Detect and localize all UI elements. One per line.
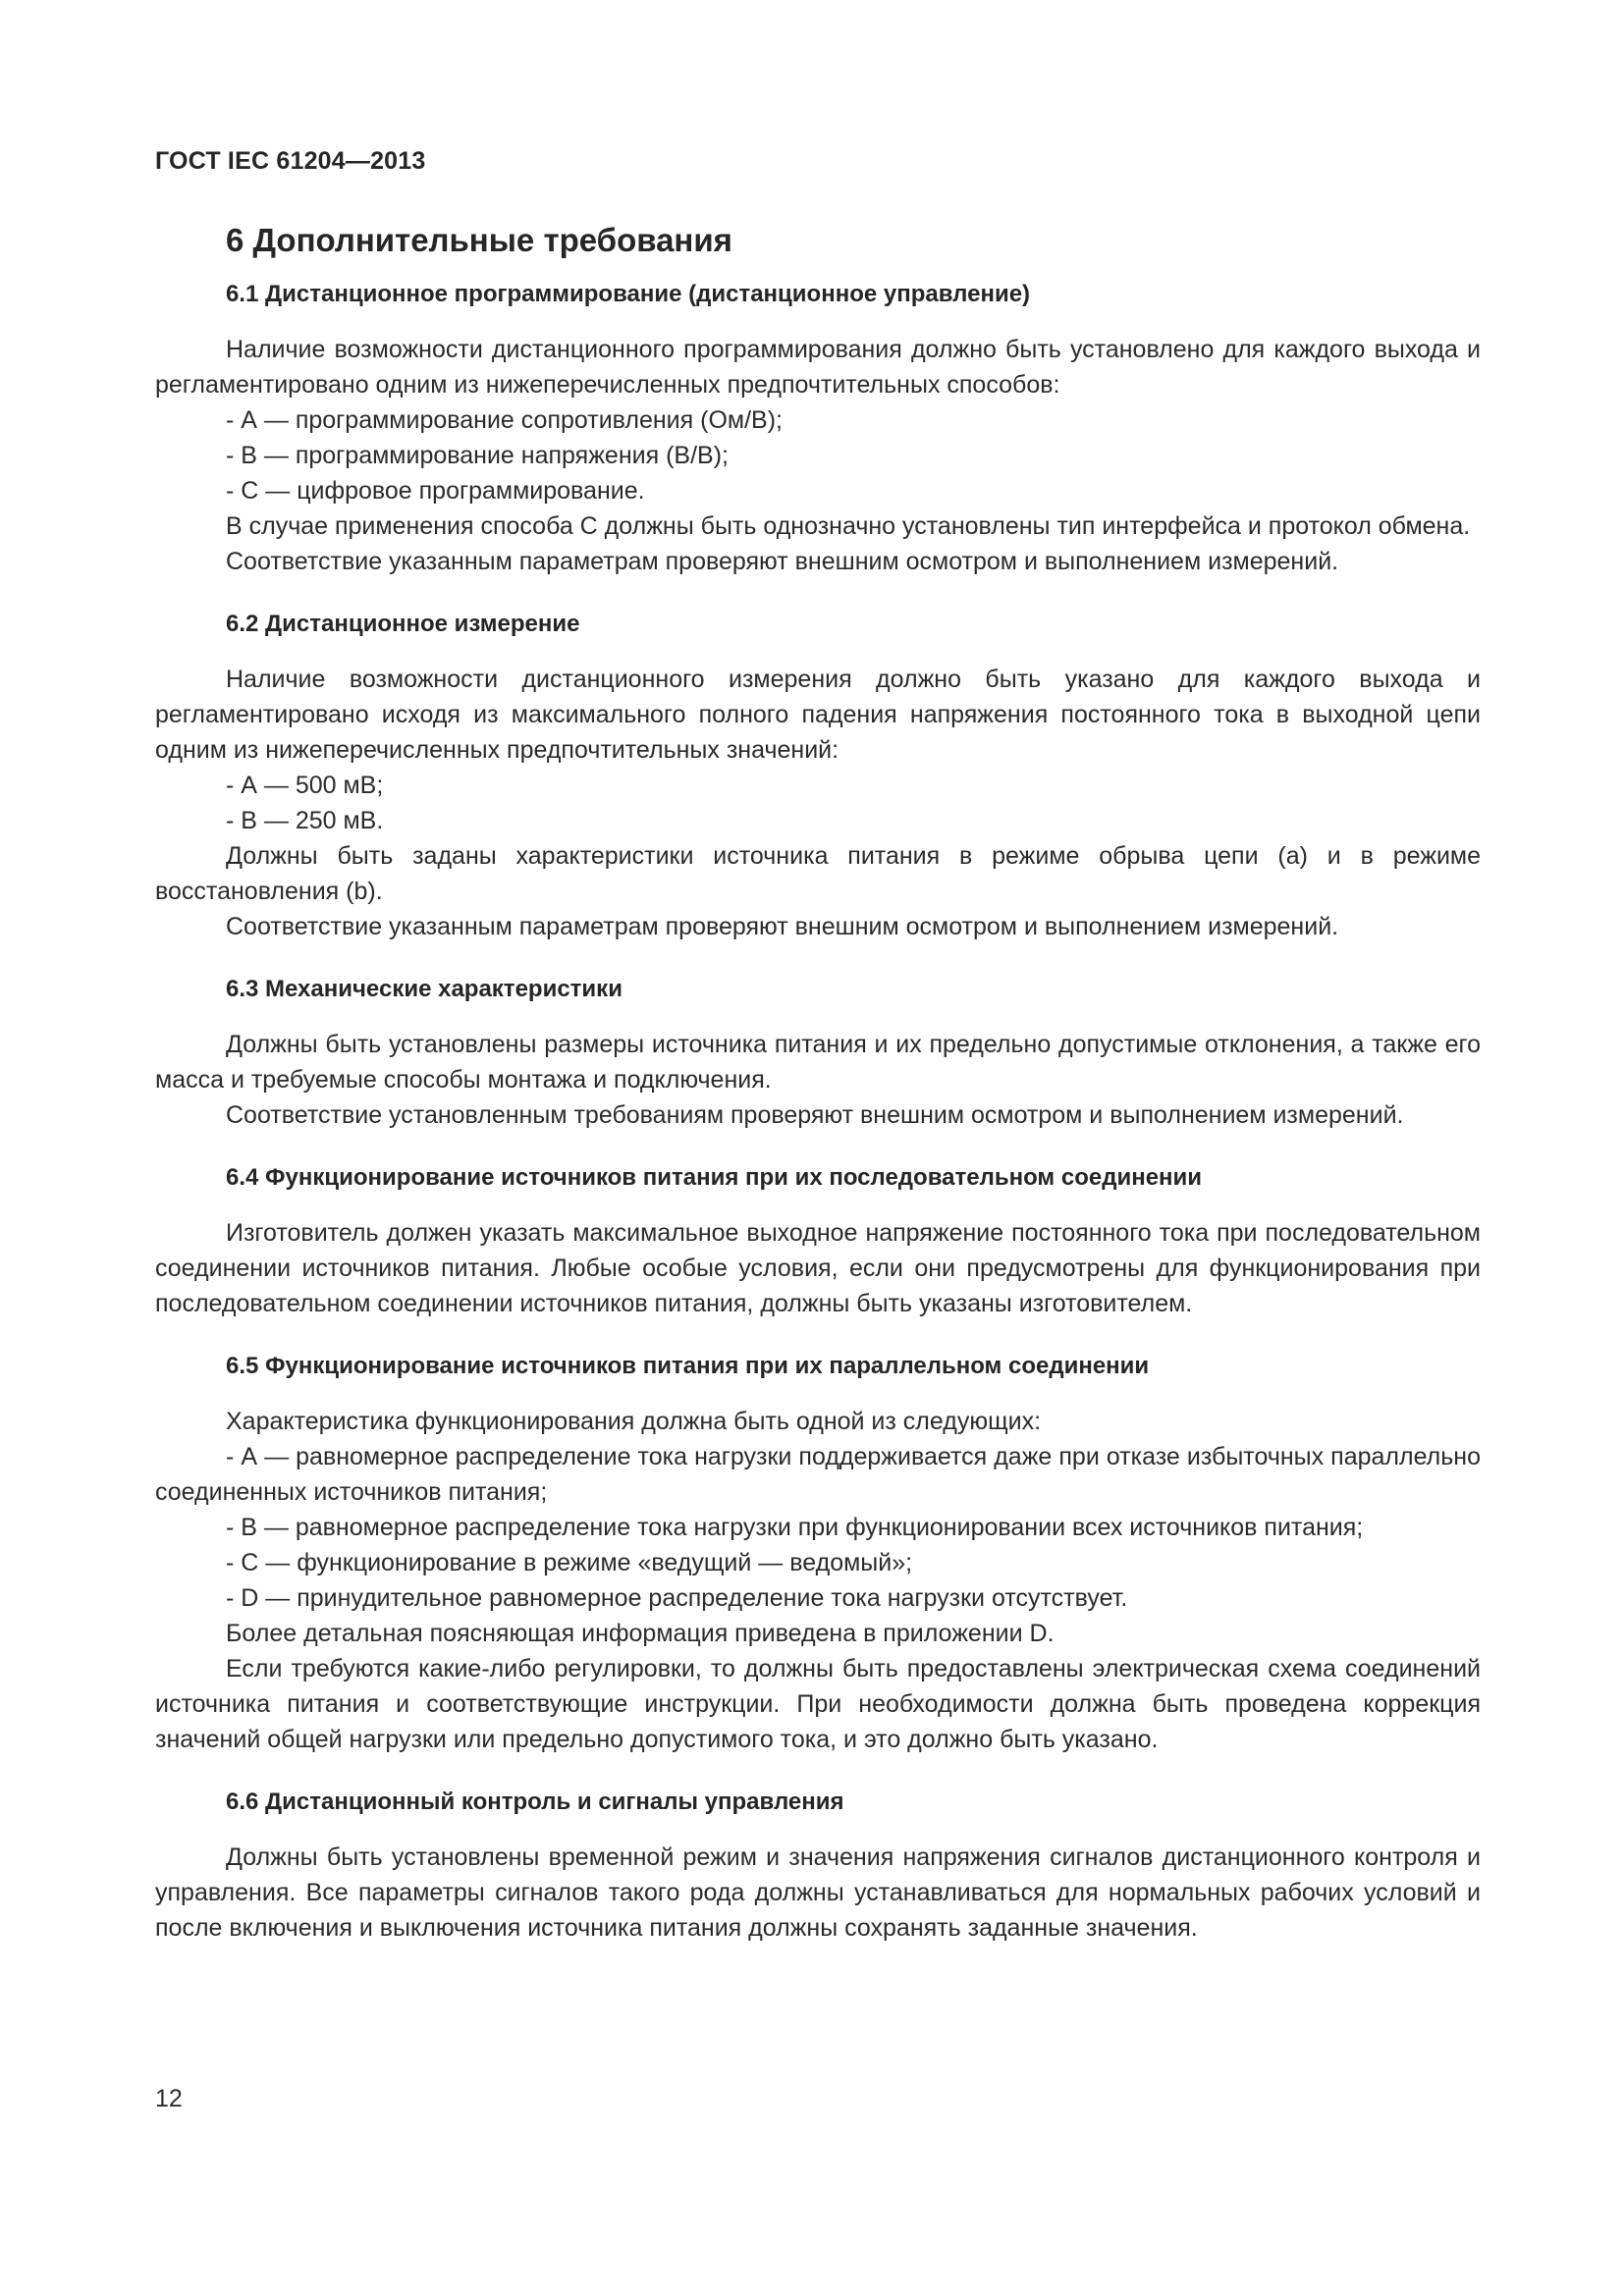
page-content xyxy=(155,222,1481,1946)
paragraph: Изготовитель должен указать максимальное выходное напряжение постоянного тока при последовательном соединении источников питания. Любые особые условия, если они предусмотрены для функционирования при последовательном соединении источников питания, должны быть указаны изготовителем. xyxy=(155,1219,1481,1317)
list-item: - В — программирование напряжения (В/В); xyxy=(226,442,729,469)
paragraph: Соответствие указанным параметрам проверяют внешним осмотром и выполнением измерений. xyxy=(226,913,1339,940)
paragraph: Должны быть установлены размеры источника питания и их предельно допустимые отклонения, а также его масса и требуемые способы монтажа и подключения. xyxy=(155,1031,1481,1094)
paragraph: Соответствие указанным параметрам проверяют внешним осмотром и выполнением измерений. xyxy=(226,548,1339,575)
page-number: 12 xyxy=(155,2085,183,2112)
list-item: - В — равномерное распределение тока нагрузки при функционировании всех источников питания; xyxy=(226,1514,1364,1541)
paragraph: Соответствие установленным требованиям проверяют внешним осмотром и выполнением измерений. xyxy=(226,1101,1404,1129)
paragraph: Если требуются какие-либо регулировки, то должны быть предоставлены электрическая схема соединений источника питания и соответствующие инструкции. При необходимости должна быть проведена коррекция значений общей нагрузки или предельно допустимого тока, и это должно быть указано. xyxy=(155,1655,1481,1753)
list-item: - А — 500 мВ; xyxy=(226,772,384,799)
subsection-title-6-6: 6.6 Дистанционный контроль и сигналы управления xyxy=(226,1789,844,1815)
paragraph: Наличие возможности дистанционного измерения должно быть указано для каждого выхода и регламентировано исходя из максимального полного падения напряжения постоянного тока в выходной цепи одним из нижеперечисленных предпочтительных значений: xyxy=(155,666,1481,764)
subsection-title-6-3: 6.3 Механические характеристики xyxy=(226,976,623,1002)
list-item: - С — цифровое программирование. xyxy=(226,477,645,505)
subsection-title-6-5: 6.5 Функционирование источников питания при их параллельном соединении xyxy=(226,1353,1150,1379)
paragraph: Характеристика функционирования должна быть одной из следующих: xyxy=(226,1408,1042,1435)
paragraph: Более детальная поясняющая информация приведена в приложении D. xyxy=(226,1620,1055,1647)
paragraph: В случае применения способа С должны быть однозначно установлены тип интерфейса и протокол обмена. xyxy=(226,512,1471,540)
list-item: - D — принудительное равномерное распределение тока нагрузки отсутствует. xyxy=(226,1584,1128,1612)
list-item: - А — программирование сопротивления (Ом/В); xyxy=(226,406,783,434)
paragraph: Наличие возможности дистанционного программирования должно быть установлено для каждого выхода и регламентировано одним из нижеперечисленных предпочтительных способов: xyxy=(155,336,1481,399)
paragraph: Должны быть заданы характеристики источника питания в режиме обрыва цепи (a) и в режиме восстановления (b). xyxy=(155,842,1481,905)
document-code-header: ГОСТ IEC 61204—2013 xyxy=(155,147,426,175)
list-item: - А — равномерное распределение тока нагрузки поддерживается даже при отказе избыточных параллельно соединенных источников питания; xyxy=(155,1443,1481,1506)
subsection-title-6-1: 6.1 Дистанционное программирование (дистанционное управление) xyxy=(226,281,1031,307)
subsection-title-6-2: 6.2 Дистанционное измерение xyxy=(226,611,580,637)
subsection-title-6-4: 6.4 Функционирование источников питания при их последовательном соединении xyxy=(226,1164,1203,1191)
paragraph: Должны быть установлены временной режим и значения напряжения сигналов дистанционного контроля и управления. Все параметры сигналов такого рода должны устанавливаться для нормальных рабочих условий и после включения и выключения источника питания должны сохранять заданные значения. xyxy=(155,1843,1481,1942)
list-item: - В — 250 мВ. xyxy=(226,807,384,834)
section-title: 6 Дополнительные требования xyxy=(226,222,732,258)
list-item: - С — функционирование в режиме «ведущий — ведомый»; xyxy=(226,1549,913,1576)
